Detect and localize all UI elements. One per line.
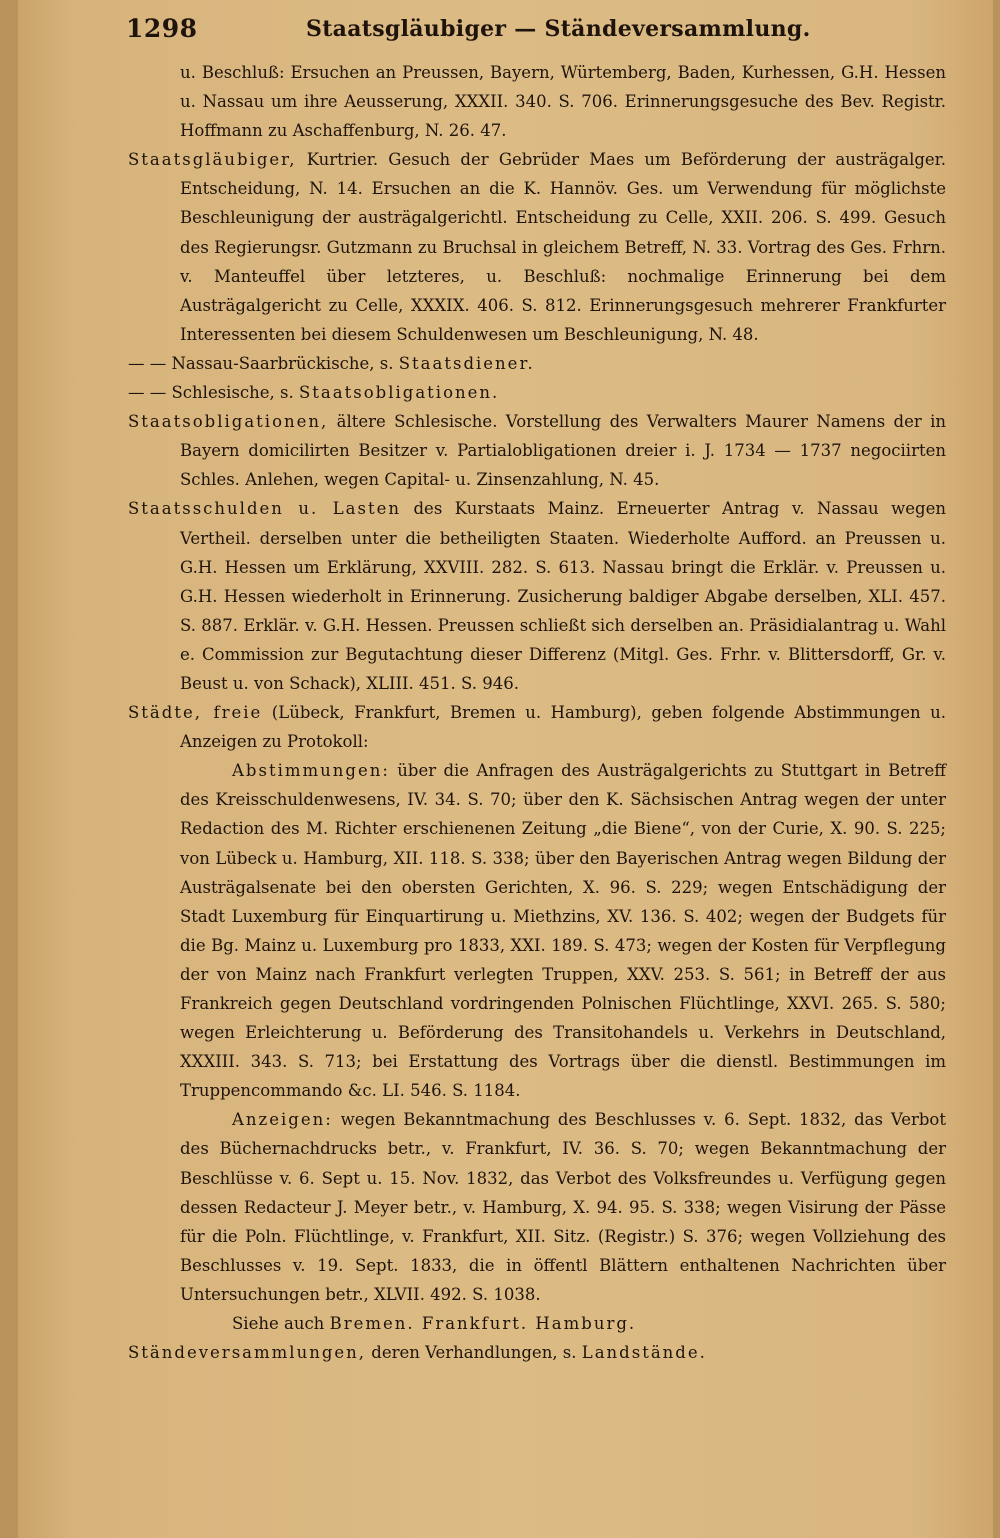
- cross-reference: Landstände.: [581, 1343, 707, 1363]
- entry-text: u. Beschluß: Ersuchen an Preussen, Bayern, Würtemberg, Baden, Kurhessen, G.H. Hessen u. Nassau um ihre Aeusserung, XXXII. 340. S. 706. Erinnerungsgesuche des Bev. Registr. Hoffmann zu Aschaffenburg, N. 26. 47.: [180, 63, 946, 141]
- index-entry: [128, 145, 946, 349]
- sub-entry-text: Siehe auch: [232, 1314, 330, 1334]
- book-page: [18, 0, 993, 1538]
- cross-reference: Staatsdiener.: [398, 353, 535, 373]
- cross-reference: Staatsobligationen.: [299, 383, 500, 403]
- sub-entry-text: über die Anfragen des Austrägalgerichts zu Stuttgart in Betreff des Kreisschuldenwesens, IV. 34. S. 70; über den K. Sächsischen Antrag wegen der unter Redaction des M. Richter erschienenen Zeitung „die Biene“, von der Curie, X. 90. S. 225; von Lübeck u. Hamburg, XII. 118. S. 338; über den Bayerischen Antrag wegen Bildung der Austrägalsenate bei den obersten Gerichten, X. 96. S. 229; wegen Entschädigung der Stadt Luxemburg für Einquartirung u. Miethzins, XV. 136. S. 402; wegen der Budgets für die Bg. Mainz u. Luxemburg pro 1833, XXI. 189. S. 473; wegen der Kosten für Verpflegung der von Mainz nach Frankfurt verlegten Truppen, XXV. 253. S. 561; in Betreff der aus Frankreich gegen Deutschland vordringenden Polnischen Flüchtlinge, XXVI. 265. S. 580; wegen Erleichterung u. Beförderung des Transitohandels u. Verkehrs in Deutschland, XXXIII. 343. S. 713; bei Erstattung des Vortrags über die dienstl. Bestimmungen im Truppencommando &c. LI. 546. S. 1184.: [180, 761, 946, 1101]
- entry-text: ältere Schlesische. Vorstellung des Verwalters Maurer Namens der in Bayern domicilirten Besitzer v. Partialobligationen dreier i. J. 1734 — 1737 negociirten Schles. Anlehen, wegen Capital- u. Zinsenzahlung, N. 45.: [180, 412, 946, 490]
- entry-text: deren Verhandlungen, s.: [366, 1343, 582, 1363]
- entry-text: des Kurstaats Mainz. Erneuerter Antrag v. Nassau wegen Vertheil. derselben unter die betheiligten Staaten. Wiederholte Aufford. an Preussen u. G.H. Hessen um Erklärung, XXVIII. 282. S. 613. Nassau bringt die Erklär. v. Preussen u. G.H. Hessen wiederholt in Erinnerung. Zusicherung baldiger Abgabe derselben, XLI. 457. S. 887. Erklär. v. G.H. Hessen. Preussen schließt sich derselben an. Präsidialantrag u. Wahl e. Commission zur Begutachtung dieser Differenz (Mitgl. Ges. Frhr. v. Blittersdorff, Gr. v. Beust u. von Schack), XLIII. 451. S. 946.: [180, 499, 946, 693]
- index-entry: [128, 698, 946, 756]
- index-text: [128, 58, 946, 1367]
- sub-entry-abstimmungen: [128, 756, 946, 1105]
- entry-lemma: Ständeversammlungen,: [128, 1343, 367, 1363]
- sub-entry-anzeigen: [128, 1105, 946, 1309]
- page-number: 1298: [126, 14, 198, 43]
- cross-reference: Bremen. Frankfurt. Hamburg.: [329, 1314, 637, 1334]
- index-entry: [128, 1338, 946, 1367]
- entry-text: (Lübeck, Frankfurt, Bremen u. Hamburg), geben folgende Abstimmungen u. Anzeigen zu Protokoll:: [180, 703, 946, 752]
- index-entry-continuation: [128, 58, 946, 145]
- entry-lemma: Staatsschulden u. Lasten: [128, 499, 402, 519]
- running-head: Staatsgläubiger — Ständeversammlung.: [306, 16, 811, 42]
- sub-entry-see-also: [128, 1309, 946, 1338]
- index-entry: [128, 378, 946, 407]
- index-entry: [128, 349, 946, 378]
- entry-lemma: Staatsgläubiger,: [128, 150, 297, 170]
- sub-entry-label: Abstimmungen:: [232, 761, 390, 781]
- entry-text: — — Nassau-Saarbrückische, s.: [128, 353, 399, 373]
- sub-entry-label: Anzeigen:: [232, 1110, 333, 1130]
- page-header: [126, 14, 926, 50]
- entry-lemma: Städte, freie: [128, 703, 263, 723]
- sub-entry-text: wegen Bekanntmachung des Beschlusses v. 6. Sept. 1832, das Verbot des Büchernachdrucks betr., v. Frankfurt, IV. 36. S. 70; wegen Bekanntmachung der Beschlüsse v. 6. Sept u. 15. Nov. 1832, das Verbot des Volksfreundes u. Verfügung gegen dessen Redacteur J. Meyer betr., v. Hamburg, X. 94. 95. S. 338; wegen Visirung der Pässe für die Poln. Flüchtlinge, v. Frankfurt, XII. Sitz. (Registr.) S. 376; wegen Vollziehung des Beschlusses v. 19. Sept. 1833, die in öffentl Blättern enthaltenen Nachrichten über Untersuchungen betr., XLVII. 492. S. 1038.: [180, 1110, 946, 1304]
- index-entry: [128, 494, 946, 698]
- entry-lemma: Staatsobligationen,: [128, 412, 329, 432]
- index-entry: [128, 407, 946, 494]
- entry-text: — — Schlesische, s.: [128, 383, 299, 403]
- entry-text: Kurtrier. Gesuch der Gebrüder Maes um Beförderung der austrägalger. Entscheidung, N. 14. Ersuchen an die K. Hannöv. Ges. um Verwendung für möglichste Beschleunigung der austrägalgerichtl. Entscheidung zu Celle, XXII. 206. S. 499. Gesuch des Regierungsr. Gutzmann zu Bruchsal in gleichem Betreff, N. 33. Vortrag des Ges. Frhrn. v. Manteuffel über letzteres, u. Beschluß: nochmalige Erinnerung bei dem Austrägalgericht zu Celle, XXXIX. 406. S. 812. Erinnerungsgesuch mehrerer Frankfurter Interessenten bei diesem Schuldenwesen um Beschleunigung, N. 48.: [180, 150, 946, 344]
